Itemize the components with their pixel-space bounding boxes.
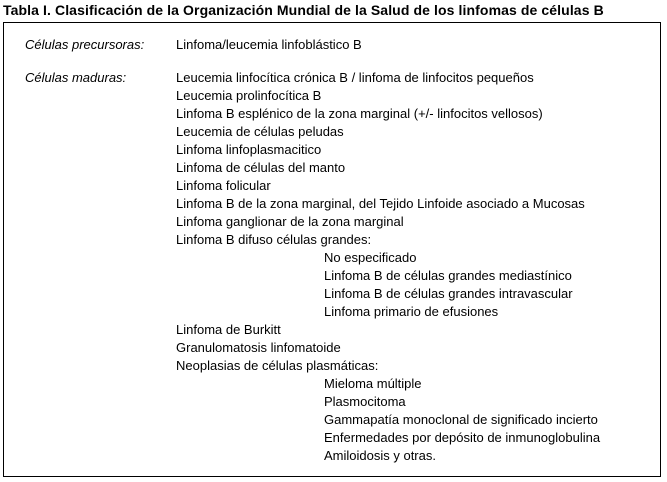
list-item: Leucemia linfocítica crónica B / linfoma de linfocitos pequeños <box>176 70 534 85</box>
list-item: Leucemia prolinfocítica B <box>176 88 322 103</box>
list-item: Linfoma folicular <box>176 178 271 193</box>
category-label-maduras: Células maduras: <box>25 70 127 85</box>
table-title: Tabla I. Clasificación de la Organización Mundial de la Salud de los linfomas de células B <box>3 2 604 18</box>
list-item: Linfoma linfoplasmacitico <box>176 142 322 157</box>
list-subitem: Mieloma múltiple <box>324 376 422 391</box>
list-subitem: Linfoma B de células grandes mediastínico <box>324 268 572 283</box>
list-item: Linfoma B de la zona marginal, del Tejido Linfoide asociado a Mucosas <box>176 196 585 211</box>
list-subitem: Amiloidosis y otras. <box>324 448 436 463</box>
list-subitem: Linfoma primario de efusiones <box>324 304 499 319</box>
category-label-precursoras: Células precursoras: <box>25 37 145 52</box>
list-subitem: Gammapatía monoclonal de significado incierto <box>324 412 598 427</box>
list-item: Neoplasias de células plasmáticas: <box>176 358 379 373</box>
list-subitem: Plasmocitoma <box>324 394 406 409</box>
list-item: Granulomatosis linfomatoide <box>176 340 341 355</box>
list-subitem: Enfermedades por depósito de inmunoglobulina <box>324 430 601 445</box>
list-item: Linfoma de Burkitt <box>176 322 281 337</box>
list-subitem: Linfoma B de células grandes intravascular <box>324 286 573 301</box>
list-item: Linfoma/leucemia linfoblástico B <box>176 37 362 52</box>
list-item: Linfoma B difuso células grandes: <box>176 232 372 247</box>
list-item: Linfoma ganglionar de la zona marginal <box>176 214 404 229</box>
list-item: Leucemia de células peludas <box>176 124 344 139</box>
list-item: Linfoma B esplénico de la zona marginal (+/- linfocitos vellosos) <box>176 106 543 121</box>
list-item: Linfoma de células del manto <box>176 160 346 175</box>
list-subitem: No especificado <box>324 250 417 265</box>
